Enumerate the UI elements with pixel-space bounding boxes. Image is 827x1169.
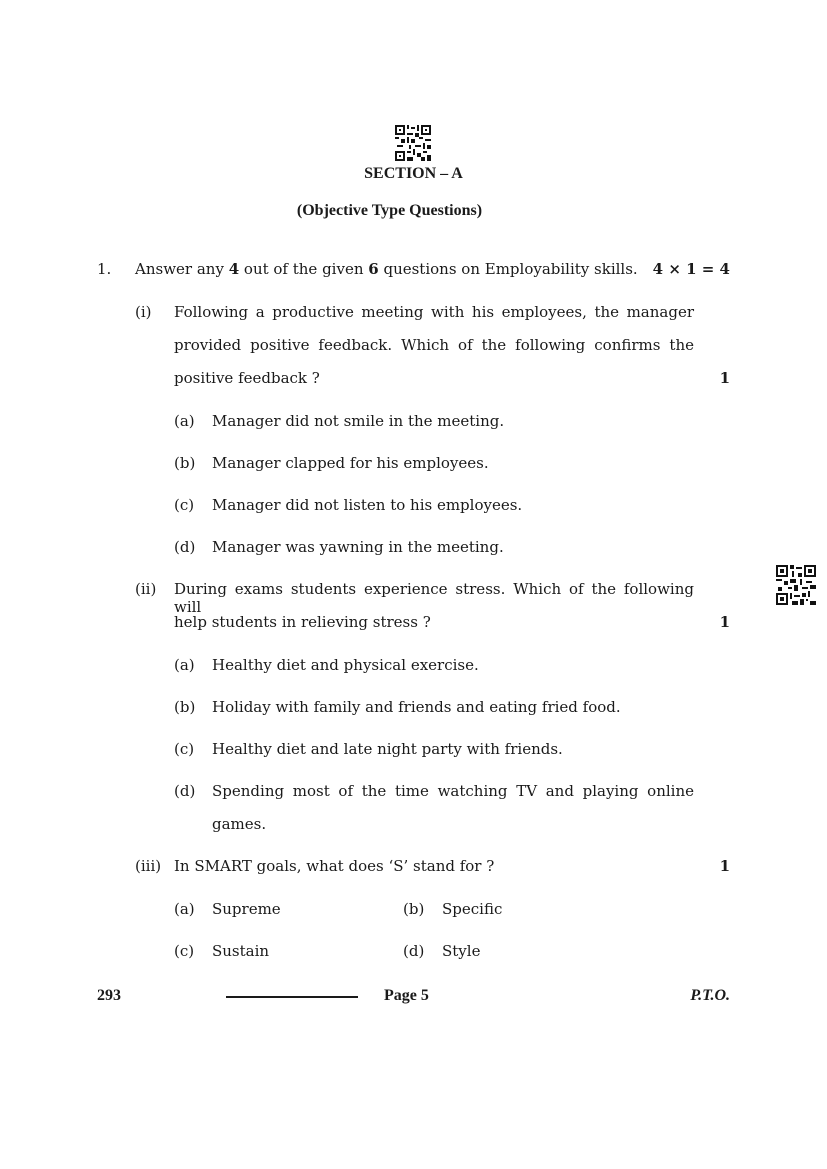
- subquestion-text-line: Following a productive meeting with his employees, the manager: [174, 303, 694, 321]
- qr-code-side: [776, 565, 816, 605]
- subquestion-text-line: In SMART goals, what does ‘S’ stand for ?: [174, 857, 495, 875]
- option-label: (b): [174, 454, 196, 472]
- subquestion-text-line: provided positive feedback. Which of the following confirms the: [174, 336, 694, 354]
- subquestion-text-line: During exams students experience stress. Which of the following will: [174, 580, 694, 616]
- option-text: Manager did not smile in the meeting.: [212, 412, 505, 430]
- option-label: (d): [174, 538, 196, 556]
- option-text: Healthy diet and physical exercise.: [212, 656, 479, 674]
- option-text: Manager clapped for his employees.: [212, 454, 489, 472]
- option-label: (c): [174, 496, 195, 514]
- subquestion-label: (ii): [135, 580, 157, 598]
- section-subtitle: (Objective Type Questions): [296, 202, 483, 219]
- section-title: SECTION – A: [364, 165, 463, 182]
- question-instruction: [135, 260, 638, 278]
- instruction-text-2: out of the given: [239, 260, 369, 278]
- instruction-text-3: questions on Employability skills.: [378, 260, 638, 278]
- subquestion-text-line: positive feedback ?: [174, 369, 320, 387]
- option-label: (a): [174, 656, 195, 674]
- option-text: Healthy diet and late night party with friends.: [212, 740, 563, 758]
- option-text: Manager did not listen to his employees.: [212, 496, 523, 514]
- option-text: games.: [212, 815, 267, 833]
- option-label: (a): [174, 412, 195, 430]
- page-number: Page 5: [384, 987, 429, 1004]
- option-text: Sustain: [212, 942, 270, 960]
- option-text: Holiday with family and friends and eating fried food.: [212, 698, 621, 716]
- question-number: 1.: [97, 260, 112, 278]
- footer-rule: [226, 996, 358, 998]
- subquestion-text-line: help students in relieving stress ?: [174, 613, 431, 631]
- subquestion-marks: 1: [719, 369, 730, 387]
- paper-code: 293: [97, 987, 121, 1004]
- instruction-count-answer: 4: [228, 260, 240, 278]
- instruction-text-1: Answer any: [135, 260, 229, 278]
- option-label: (c): [174, 740, 195, 758]
- option-text: Style: [442, 942, 481, 960]
- question-marks: 4 × 1 = 4: [652, 260, 730, 278]
- option-label: (b): [174, 698, 196, 716]
- option-label: (a): [174, 900, 195, 918]
- option-text: Manager was yawning in the meeting.: [212, 538, 504, 556]
- option-label: (b): [403, 900, 425, 918]
- pto-label: P.T.O.: [690, 987, 730, 1004]
- option-label: (c): [174, 942, 195, 960]
- option-text: Spending most of the time watching TV and playing online: [212, 782, 694, 800]
- instruction-count-given: 6: [368, 260, 379, 278]
- qr-code-top: [395, 125, 431, 161]
- subquestion-label: (i): [135, 303, 152, 321]
- option-text: Specific: [442, 900, 503, 918]
- option-label: (d): [174, 782, 196, 800]
- option-text: Supreme: [212, 900, 281, 918]
- subquestion-marks: 1: [719, 857, 730, 875]
- option-label: (d): [403, 942, 425, 960]
- subquestion-label: (iii): [135, 857, 162, 875]
- subquestion-marks: 1: [719, 613, 730, 631]
